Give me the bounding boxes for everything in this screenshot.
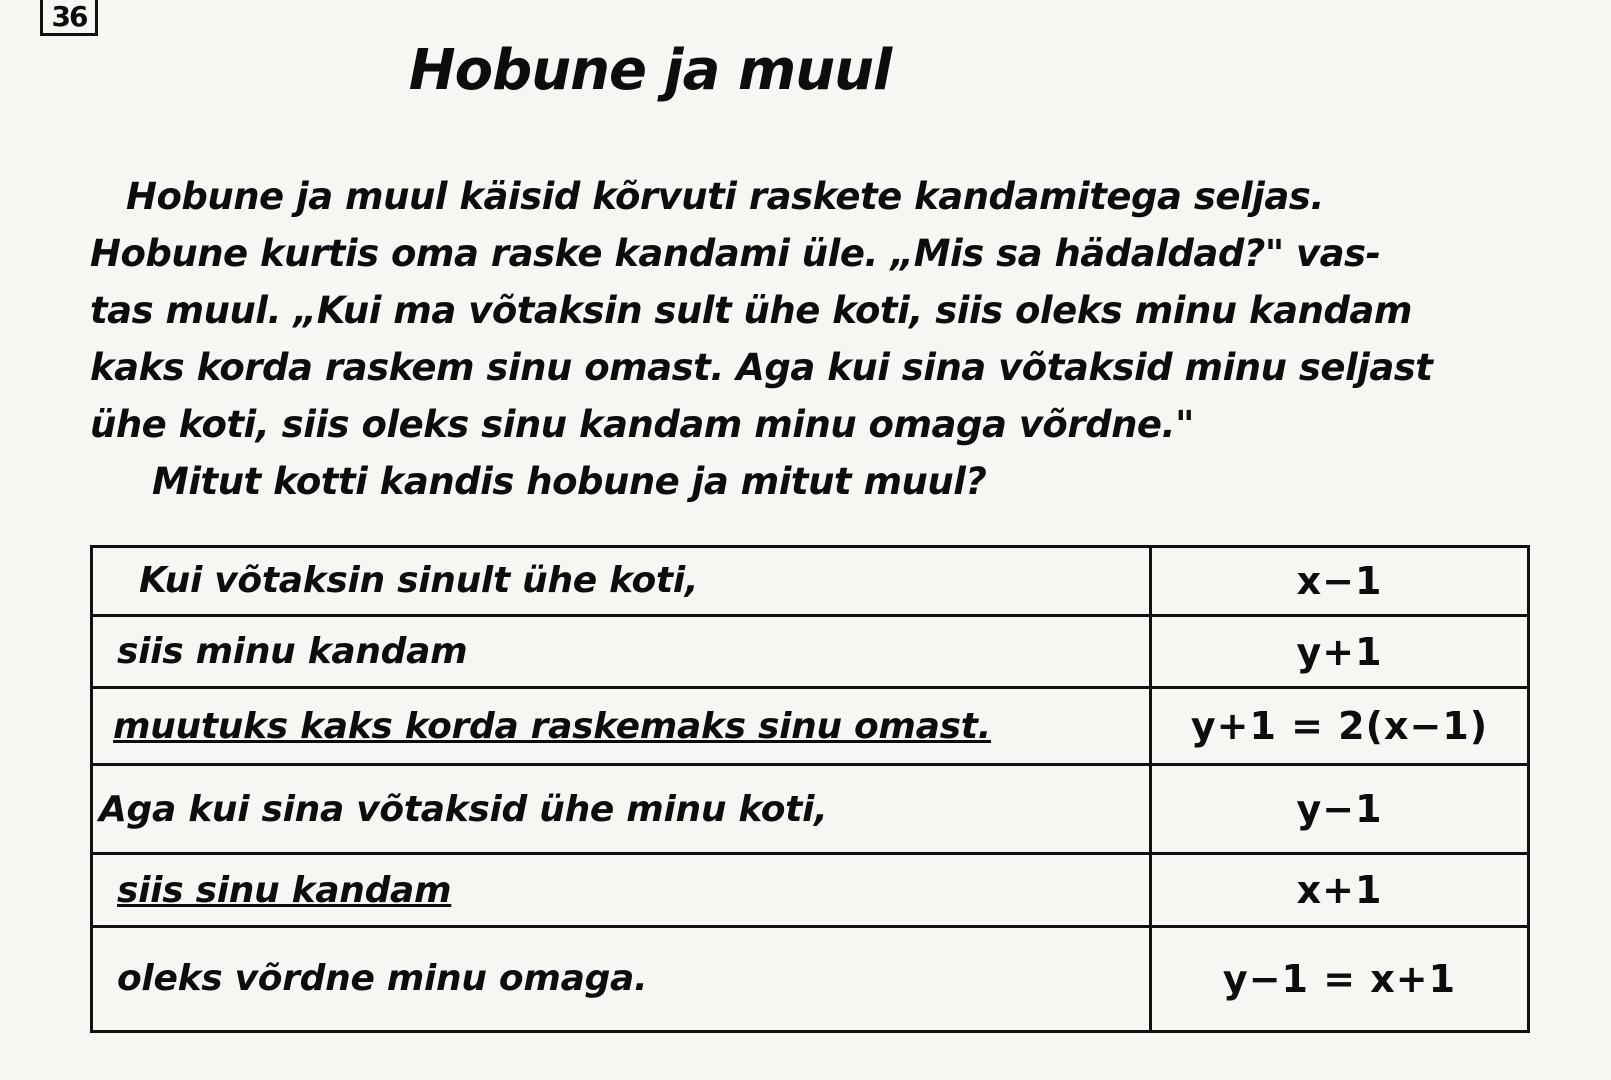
story-line: kaks korda raskem sinu omast. Aga kui sina võtaksid minu seljast <box>90 346 1433 389</box>
expression-cell: y−1 <box>1151 765 1529 854</box>
table-row <box>92 926 1529 1031</box>
phrase-cell: siis sinu kandam <box>92 854 1151 927</box>
phrase-cell: muutuks kaks korda raskemaks sinu omast. <box>92 688 1151 765</box>
table-row <box>92 854 1529 927</box>
expression-cell: x+1 <box>1151 854 1529 927</box>
story-question: Mitut kotti kandis hobune ja mitut muul? <box>152 460 987 503</box>
story-line: ühe koti, siis oleks sinu kandam minu omaga võrdne." <box>90 403 1194 446</box>
page-number: 36 <box>40 0 98 36</box>
table-row <box>92 688 1529 765</box>
table-row <box>92 547 1529 616</box>
expression-cell: y+1 <box>1151 615 1529 688</box>
phrase-cell: oleks võrdne minu omaga. <box>92 926 1151 1031</box>
phrase-cell: Aga kui sina võtaksid ühe minu koti, <box>92 765 1151 854</box>
expression-cell: y+1 = 2(x−1) <box>1151 688 1529 765</box>
phrase-cell: siis minu kandam <box>92 615 1151 688</box>
story-line: tas muul. „Kui ma võtaksin sult ühe koti, siis oleks minu kandam <box>90 289 1412 332</box>
table-row <box>92 765 1529 854</box>
expression-cell: y−1 = x+1 <box>1151 926 1529 1031</box>
expression-cell: x−1 <box>1151 547 1529 616</box>
story-text <box>90 168 1530 510</box>
page-title: Hobune ja muul <box>408 38 892 103</box>
equation-table <box>90 545 1530 1033</box>
table-row <box>92 615 1529 688</box>
phrase-cell: Kui võtaksin sinult ühe koti, <box>92 547 1151 616</box>
story-line: Hobune ja muul käisid kõrvuti raskete kandamitega seljas. <box>126 175 1324 218</box>
story-line: Hobune kurtis oma raske kandami üle. „Mis sa hädaldad?" vas- <box>90 232 1381 275</box>
